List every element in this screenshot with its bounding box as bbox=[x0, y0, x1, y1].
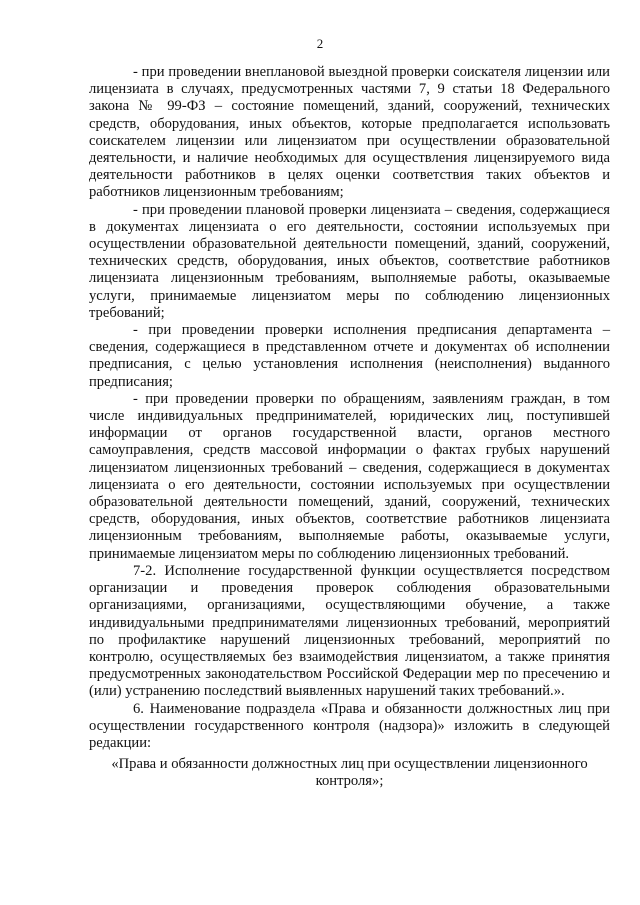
paragraph-order-execution-check: - при проведении проверки исполнения предписания департамента – сведения, содержащиеся в представленном отчете и документах об исполнении предписания, с целью установления исполнения (неисполнения) выданного предписания; bbox=[89, 322, 610, 390]
paragraph-7-2: 7-2. Исполнение государственной функции осуществляется посредством организации и проведения проверок соблюдения образовательными организациями, организациями, осуществляющими обучение, а также индивидуальными предпринимателями лицензионных требований, мероприятий по профилактике нарушений лицензионных требований, мероприятий по контролю, осуществляемых без взаимодействия лицензиатом, а также принятия предусмотренных законодательством Российской Федерации мер по пресечению и (или) устранению последствий выявленных нарушений таких требований.». bbox=[89, 562, 610, 700]
page-number: 2 bbox=[316, 36, 324, 51]
paragraph-6: 6. Наименование подраздела «Права и обязанности должностных лиц при осуществлении государственного контроля (надзора)» изложить в следующей редакции: bbox=[89, 700, 610, 751]
paragraph-unscheduled-inspection: - при проведении внеплановой выездной проверки соискателя лицензии или лицензиата в случаях, предусмотренных частями 7, 9 статьи 18 Федерального закона № 99-ФЗ – состояние помещений, зданий, сооружений, технических средств, оборудования, иных объектов, которые предполагается использовать соискателем лицензии или лицензиатом при осуществлении образовательной деятельности, и наличие необходимых для осуществления лицензируемого вида деятельности работников в целях оценки соответствия таких объектов и работников лицензионным требованиям; bbox=[89, 64, 610, 201]
document-body bbox=[89, 64, 610, 791]
paragraph-citizen-appeals-check: - при проведении проверки по обращениям, заявлениям граждан, в том числе индивидуальных предпринимателей, юридических лиц, поступившей информации от органов государственной власти, органов местного самоуправления, средств массовой информации о фактах грубых нарушений лицензиатом лицензионных требований – сведения, содержащиеся в документах лицензиата о его деятельности, состоянии используемых при осуществлении образовательной деятельности помещений, зданий, сооружений, технических средств, оборудования, иных объектов, соответствие работников лицензиата лицензионным требованиям, выполняемые работы, оказываемые услуги, принимаемые лицензиатом меры по соблюдению лицензионных требований. bbox=[89, 390, 610, 562]
paragraph-scheduled-inspection: - при проведении плановой проверки лицензиата – сведения, содержащиеся в документах лицензиата о его деятельности, состоянии используемых при осуществлении образовательной деятельности помещений, зданий, сооружений, технических средств, оборудования, иных объектов, соответствие работников лицензиата лицензионным требованиям, выполняемые работы, оказываемые услуги, принимаемые лицензиатом меры по соблюдению лицензионных требований; bbox=[89, 201, 610, 321]
subsection-heading: «Права и обязанности должностных лиц при осуществлении лицензионного контроля»; bbox=[111, 756, 588, 790]
